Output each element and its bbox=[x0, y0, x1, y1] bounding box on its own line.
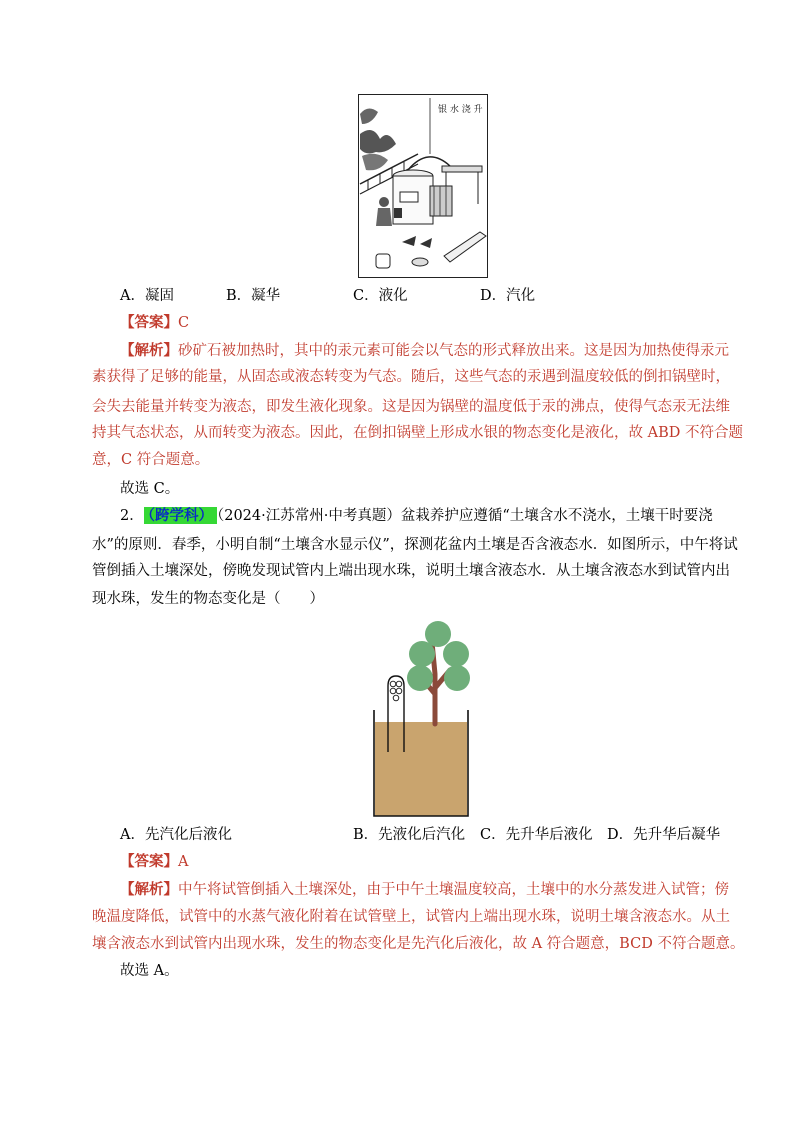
q1-answer-value: C bbox=[178, 315, 190, 331]
soil-moisture-figure bbox=[368, 614, 478, 819]
q2-choose: 故选 A。 bbox=[120, 963, 179, 979]
q2-stem-line-4: 现水珠，发生的物态变化是（ ） bbox=[92, 591, 324, 607]
q1-option-b: B．凝华 bbox=[226, 288, 281, 304]
q2-stem-line-1 bbox=[120, 506, 746, 526]
q1-answer-label: 【答案】 bbox=[120, 314, 178, 331]
q1-option-c: C．液化 bbox=[353, 288, 408, 304]
mercury-distillation-woodcut bbox=[358, 94, 488, 278]
q2-answer bbox=[120, 852, 746, 872]
q2-option-d: D．先升华后凝华 bbox=[607, 827, 721, 843]
q1-choose: 故选 C。 bbox=[120, 481, 180, 497]
q2-option-a: A．先汽化后液化 bbox=[120, 827, 232, 843]
q1-analysis-text-1: 砂矿石被加热时，其中的汞元素可能会以气态的形式释放出来。这是因为加热使得汞元 bbox=[178, 343, 729, 359]
woodcut-caption: 银 水 浇 升 bbox=[438, 105, 483, 115]
q1-answer bbox=[120, 313, 746, 333]
q1-analysis-line-4: 持其气态状态，从而转变为液态。因此，在倒扣锅壁上形成水银的物态变化是液化，故 ABD 不符合题 bbox=[92, 425, 743, 441]
q1-analysis-label: 【解析】 bbox=[120, 342, 178, 359]
q1-analysis-line-1 bbox=[120, 341, 746, 361]
q2-number: 2． bbox=[120, 508, 144, 524]
q2-stem-line-2: 水”的原则．春季，小明自制“土壤含水显示仪”，探测花盆内土壤是否含液态水．如图所示，中午将试 bbox=[92, 537, 738, 553]
q2-analysis-line-2: 晚温度降低，试管中的水蒸气液化附着在试管壁上，试管内上端出现水珠，说明土壤含液态水。从土 bbox=[92, 909, 730, 925]
q2-analysis-label: 【解析】 bbox=[120, 881, 178, 898]
q1-option-a: A．凝固 bbox=[120, 288, 174, 304]
q2-analysis-text-1: 中午将试管倒插入土壤深处，由于中午土壤温度较高，土壤中的水分蒸发进入试管；傍 bbox=[178, 882, 729, 898]
q2-stem-line-3: 管倒插入土壤深处，傍晚发现试管内上端出现水珠，说明土壤含液态水．从土壤含液态水到试管内出 bbox=[92, 563, 730, 579]
q1-analysis-line-5: 意，C 符合题意。 bbox=[92, 452, 210, 468]
q1-analysis-line-2: 素获得了足够的能量，从固态或液态转变为气态。随后，这些气态的汞遇到温度较低的倒扣锅壁时， bbox=[92, 369, 730, 385]
q2-stem-text-1: （2024·江苏常州·中考真题）盆栽养护应遵循“土壤含水不浇水，土壤干时要浇 bbox=[216, 508, 713, 524]
q1-option-d: D．汽化 bbox=[480, 288, 536, 304]
q2-option-c: C．先升华后液化 bbox=[480, 827, 593, 843]
q2-analysis-line-1 bbox=[120, 880, 746, 900]
q2-analysis-line-3: 壤含液态水到试管内出现水珠，发生的物态变化是先汽化后液化，故 A 符合题意，BCD 不符合题意。 bbox=[92, 936, 745, 952]
q2-answer-value: A bbox=[178, 854, 189, 870]
q1-analysis-line-3: 会失去能量并转变为液态，即发生液化现象。这是因为锅壁的温度低于汞的沸点，使得气态汞无法维 bbox=[92, 399, 730, 415]
q2-answer-label: 【答案】 bbox=[120, 853, 178, 870]
q2-tag: （跨学科） bbox=[144, 507, 217, 524]
q2-option-b: B．先液化后汽化 bbox=[353, 827, 466, 843]
